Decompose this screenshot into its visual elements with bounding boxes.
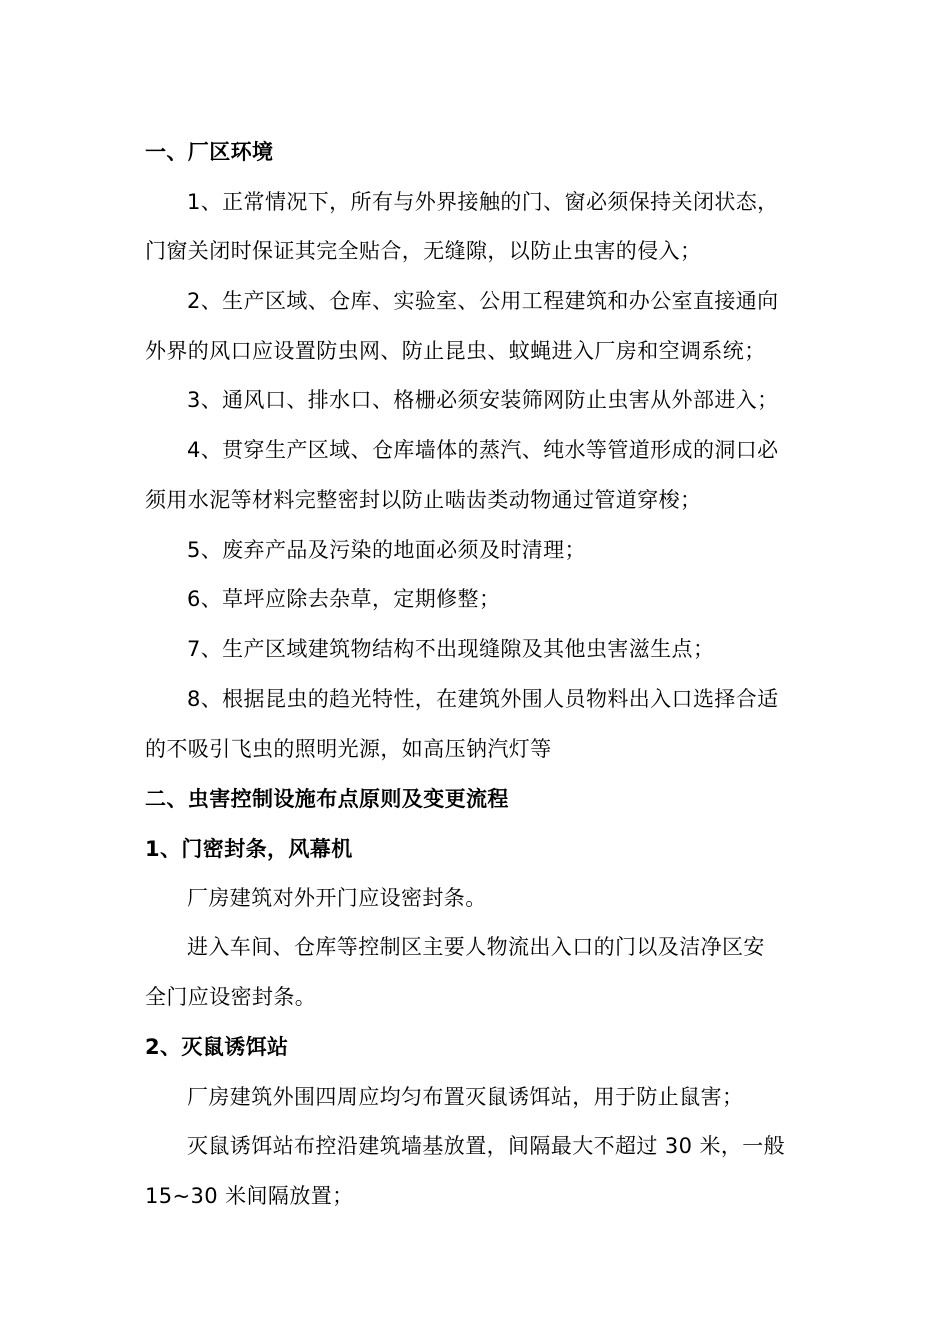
section-1-heading: 一、厂区环境 bbox=[145, 140, 274, 164]
item-2-line-2: 外界的风口应设置防虫网、防止昆虫、蚊蝇进入厂房和空调系统； bbox=[145, 339, 766, 363]
subsection-1-paragraph-1: 厂房建筑对外开门应设密封条。 bbox=[187, 886, 487, 910]
item-1-line-1: 1、正常情况下，所有与外界接触的门、窗必须保持关闭状态， bbox=[187, 190, 779, 214]
item-3-line-1: 3、通风口、排水口、格栅必须安装筛网防止虫害从外部进入； bbox=[187, 388, 779, 412]
item-8-line-2: 的不吸引飞虫的照明光源，如高压钠汽灯等 bbox=[145, 737, 552, 761]
item-7-line-1: 7、生产区域建筑物结构不出现缝隙及其他虫害滋生点； bbox=[187, 637, 715, 661]
subsection-1-paragraph-2-line-1: 进入车间、仓库等控制区主要人物流出入口的门以及洁净区安 bbox=[187, 935, 765, 959]
subsection-2-heading: 2、灭鼠诱饵站 bbox=[145, 1035, 289, 1059]
item-6-line-1: 6、草坪应除去杂草，定期修整； bbox=[187, 587, 501, 611]
subsection-2-paragraph-2-line-1: 灭鼠诱饵站布控沿建筑墙基放置，间隔最大不超过 30 米，一般 bbox=[187, 1134, 786, 1158]
subsection-1-heading: 1、门密封条，风幕机 bbox=[145, 837, 353, 861]
item-4-line-1: 4、贯穿生产区域、仓库墙体的蒸汽、纯水等管道形成的洞口必 bbox=[187, 438, 779, 462]
subsection-1-paragraph-2-line-2: 全门应设密封条。 bbox=[145, 985, 317, 1009]
item-5-line-1: 5、废弃产品及污染的地面必须及时清理； bbox=[187, 538, 586, 562]
item-2-line-1: 2、生产区域、仓库、实验室、公用工程建筑和办公室直接通向 bbox=[187, 289, 779, 313]
item-8-line-1: 8、根据昆虫的趋光特性，在建筑外围人员物料出入口选择合适 bbox=[187, 687, 779, 711]
item-1-line-2: 门窗关闭时保证其完全贴合，无缝隙，以防止虫害的侵入； bbox=[145, 239, 702, 263]
item-4-line-2: 须用水泥等材料完整密封以防止啮齿类动物通过管道穿梭； bbox=[145, 488, 702, 512]
subsection-2-paragraph-1: 厂房建筑外围四周应均匀布置灭鼠诱饵站，用于防止鼠害； bbox=[187, 1085, 744, 1109]
section-2-heading: 二、虫害控制设施布点原则及变更流程 bbox=[145, 787, 509, 811]
subsection-2-paragraph-2-line-2: 15~30 米间隔放置； bbox=[145, 1184, 354, 1208]
